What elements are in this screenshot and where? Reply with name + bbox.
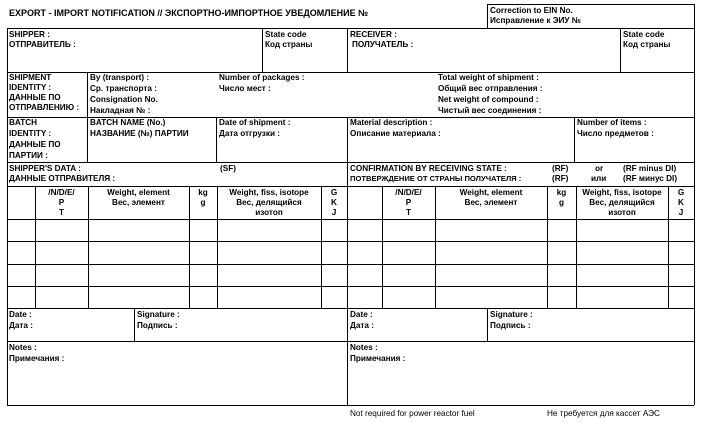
material-label-ru: Описание материала : — [350, 129, 441, 138]
col-g: g — [558, 198, 564, 207]
col-g: g — [200, 198, 206, 207]
shipper-signature-label-ru: Подпись : — [137, 321, 178, 330]
shipment-label-4: ОТПРАВЛЕНИЮ : — [9, 103, 80, 112]
footer-note-ru: Не требуется для кассет АЭС — [547, 409, 660, 418]
batch-name-label-en: BATCH NAME (No.) — [90, 118, 166, 127]
col-gkj-1: G — [677, 188, 685, 197]
shipper-label-en: SHIPPER : — [9, 30, 50, 39]
confirmation-label-ru: ПОТВЕРЖДЕНИЕ ОТ СТРАНЫ ПОЛУЧАТЕЛЯ : — [350, 174, 522, 183]
shipment-label-2: IDENTITY : — [9, 83, 52, 92]
total-weight-label-ru: Общий вес отправления : — [438, 84, 543, 93]
col-gkj-3: J — [331, 208, 337, 217]
shipper-date-label-ru: Дата : — [9, 321, 33, 330]
correction-label-ru: Исправление к ЭИУ № — [490, 16, 581, 25]
shipper-signature-label-en: Signature : — [137, 310, 180, 319]
batch-label-1: BATCH — [9, 118, 38, 127]
rf-label-1: (RF) — [552, 164, 569, 173]
rf-minus-label-ru: (RF минус DI) — [623, 174, 678, 183]
items-label-ru: Число предметов : — [577, 129, 654, 138]
packages-label-en: Number of packages : — [219, 73, 305, 82]
shipper-data-label-en: SHIPPER'S DATA : — [9, 164, 81, 173]
col-gkj-3: J — [678, 208, 684, 217]
shipper-state-code-en: State code — [265, 30, 307, 39]
receiver-notes-label-ru: Примечания : — [350, 354, 406, 363]
col-ndep-2: P — [405, 198, 412, 207]
receiver-label-ru: ПОЛУЧАТЕЛЬ : — [352, 40, 414, 49]
receiver-date-label-ru: Дата : — [350, 321, 374, 330]
col-fiss-3: изотоп — [255, 208, 283, 217]
receiver-signature-label-ru: Подпись : — [490, 321, 531, 330]
col-fiss-2: Вес, делящийся — [589, 198, 655, 207]
items-label-en: Number of items : — [577, 118, 647, 127]
shipment-label-3: ДАННЫЕ ПО — [9, 93, 61, 102]
receiver-state-code-ru: Код страны — [623, 40, 671, 49]
col-gkj-2: K — [678, 198, 684, 207]
form-title: EXPORT - IMPORT NOTIFICATION // ЭКСПОРТНО-ИМПОРТНОЕ УВЕДОМЛЕНИЕ № — [9, 8, 369, 18]
footer-note-en: Not required for power reactor fuel — [350, 409, 475, 418]
shipper-notes-label-ru: Примечания : — [9, 354, 65, 363]
shipper-data-label-ru: ДАННЫЕ ОТПРАВИТЕЛЯ : — [9, 174, 116, 183]
col-kg: kg — [198, 188, 208, 197]
receiver-notes-label-en: Notes : — [350, 343, 378, 352]
correction-label-en: Correction to EIN No. — [490, 6, 573, 15]
col-weight-en: Weight, element — [459, 188, 523, 197]
shipment-date-label-ru: Дата отгрузки : — [219, 129, 280, 138]
shipper-label-ru: ОТПРАВИТЕЛЬ : — [9, 40, 76, 49]
sf-label: (SF) — [220, 164, 236, 173]
batch-label-3: ДАННЫЕ ПО — [9, 140, 61, 149]
shipment-date-label-en: Date of shipment : — [219, 118, 291, 127]
col-fiss-1: Weight, fiss, isotope — [582, 188, 662, 197]
net-weight-label-en: Net weight of compound : — [438, 95, 539, 104]
net-weight-label-ru: Чистый вес соединения : — [438, 106, 542, 115]
consignation-label: Consignation No. — [90, 95, 158, 104]
or-label-ru: или — [591, 174, 607, 183]
col-ndep-2: P — [58, 198, 65, 207]
shipper-notes-label-en: Notes : — [9, 343, 37, 352]
or-label-en: or — [595, 164, 604, 173]
col-kg: kg — [556, 188, 567, 197]
receiver-signature-label-en: Signature : — [490, 310, 533, 319]
col-gkj-1: G — [330, 188, 338, 197]
col-fiss-1: Weight, fiss, isotope — [229, 188, 309, 197]
shipper-state-code-ru: Код страны — [265, 40, 313, 49]
col-fiss-3: изотоп — [608, 208, 636, 217]
col-gkj-2: K — [331, 198, 337, 207]
waybill-label: Накладная № : — [90, 106, 151, 115]
transport-label-en: By (transport) : — [90, 73, 150, 82]
batch-label-2: IDENTITY : — [9, 129, 52, 138]
rf-minus-label-en: (RF minus DI) — [623, 164, 677, 173]
material-label-en: Material description : — [350, 118, 433, 127]
shipper-date-label-en: Date : — [9, 310, 32, 319]
packages-label-ru: Число мест : — [219, 84, 271, 93]
confirmation-label-en: CONFIRMATION BY RECEIVING STATE : — [350, 164, 507, 173]
rf-label-2: (RF) — [552, 174, 569, 183]
batch-label-4: ПАРТИИ : — [9, 151, 48, 160]
col-weight-ru: Вес, элемент — [112, 198, 165, 207]
col-fiss-2: Вес, делящийся — [236, 198, 302, 207]
receiver-date-label-en: Date : — [350, 310, 373, 319]
col-weight-ru: Вес, элемент — [464, 198, 518, 207]
receiver-label-en: RECEIVER : — [350, 30, 397, 39]
col-weight-en: Weight, element — [107, 188, 170, 197]
col-ndep-1: /N/D/E/ — [48, 188, 75, 197]
col-ndep-3: T — [405, 208, 411, 217]
batch-name-label-ru: НАЗВАНИЕ (№) ПАРТИИ — [90, 129, 189, 138]
total-weight-label-en: Total weight of shipment : — [438, 73, 539, 82]
transport-label-ru: Ср. транспорта : — [90, 84, 157, 93]
col-ndep-3: T — [58, 208, 64, 217]
receiver-state-code-en: State code — [623, 30, 665, 39]
col-ndep-1: /N/D/E/ — [395, 188, 422, 197]
shipment-label-1: SHIPMENT — [9, 73, 52, 82]
